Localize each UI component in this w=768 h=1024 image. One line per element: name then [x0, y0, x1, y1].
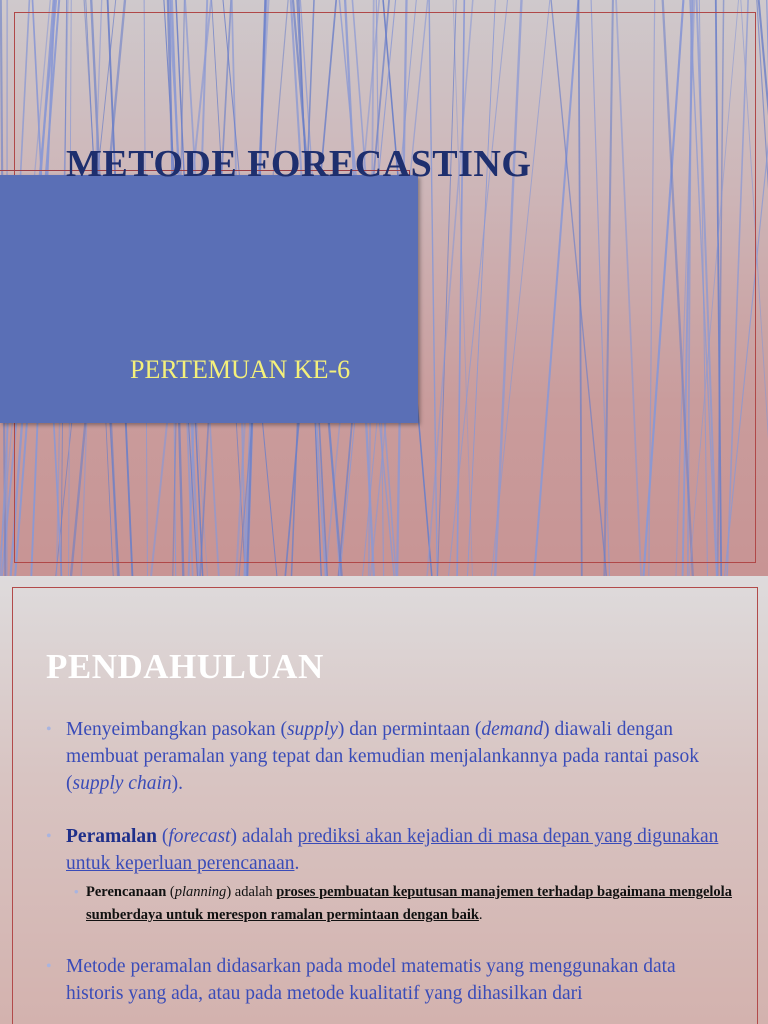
- text-run: ) adalah: [226, 884, 277, 900]
- text-run: (: [156, 826, 169, 847]
- decorative-line: [438, 0, 457, 576]
- text-run: Menyeimbangkan pasokan (: [66, 719, 287, 740]
- term-forecast: forecast: [168, 826, 231, 847]
- term-supply: supply: [286, 719, 338, 740]
- definition-peramalan: prediksi akan kejadian di masa depan yang digunakan untuk keperluan perencanaan: [66, 826, 719, 874]
- text-run: .: [294, 853, 300, 874]
- slide-title: METODE FORECASTING: [66, 143, 532, 185]
- decorative-line: [616, 0, 641, 576]
- text-run: ) dan permintaan (: [337, 719, 482, 740]
- text-run: .: [478, 907, 483, 923]
- term-supply-chain: supply chain: [72, 773, 172, 794]
- title-box: [0, 175, 418, 423]
- decorative-line: [468, 0, 496, 576]
- term-demand: demand: [481, 719, 544, 740]
- sub-bullet-perencanaan: [86, 881, 734, 927]
- definition-perencanaan: proses pembuatan keputusan manajemen terhadap bagaimana mengelola sumberdaya untuk merespon ramalan permintaan dengan baik: [86, 884, 732, 923]
- decorative-line: [604, 0, 613, 576]
- slide-subtitle: PERTEMUAN KE-6: [130, 355, 351, 384]
- decorative-line: [759, 0, 768, 576]
- bullet-item-metode: [44, 953, 734, 1007]
- bullet-list: [44, 716, 734, 1024]
- slide-heading: PENDAHULUAN: [46, 647, 324, 686]
- text-run: (: [166, 884, 175, 900]
- text-run: Metode peramalan didasarkan pada model matematis yang menggunakan data historis yang ada, atau pada metode kualitatif yang dihasilkan dari: [66, 956, 676, 1004]
- slide-introduction: [0, 576, 768, 1024]
- text-run: ).: [171, 773, 183, 794]
- text-run: ) adalah: [230, 826, 298, 847]
- decorative-line: [427, 0, 473, 576]
- decorative-line: [429, 0, 437, 576]
- text-run: ) diawali dengan membuat peramalan yang tepat dan kemudian menjalankannya pada rantai pasok (: [66, 719, 699, 794]
- bullet-item-peramalan: [44, 823, 734, 877]
- term-peramalan: Peramalan: [66, 826, 157, 847]
- bullet-item-supply-demand: [44, 716, 734, 797]
- term-planning: planning: [174, 884, 227, 900]
- decorative-line: [591, 0, 609, 576]
- decorative-line: [727, 0, 748, 576]
- term-perencanaan: Perencanaan: [86, 884, 167, 900]
